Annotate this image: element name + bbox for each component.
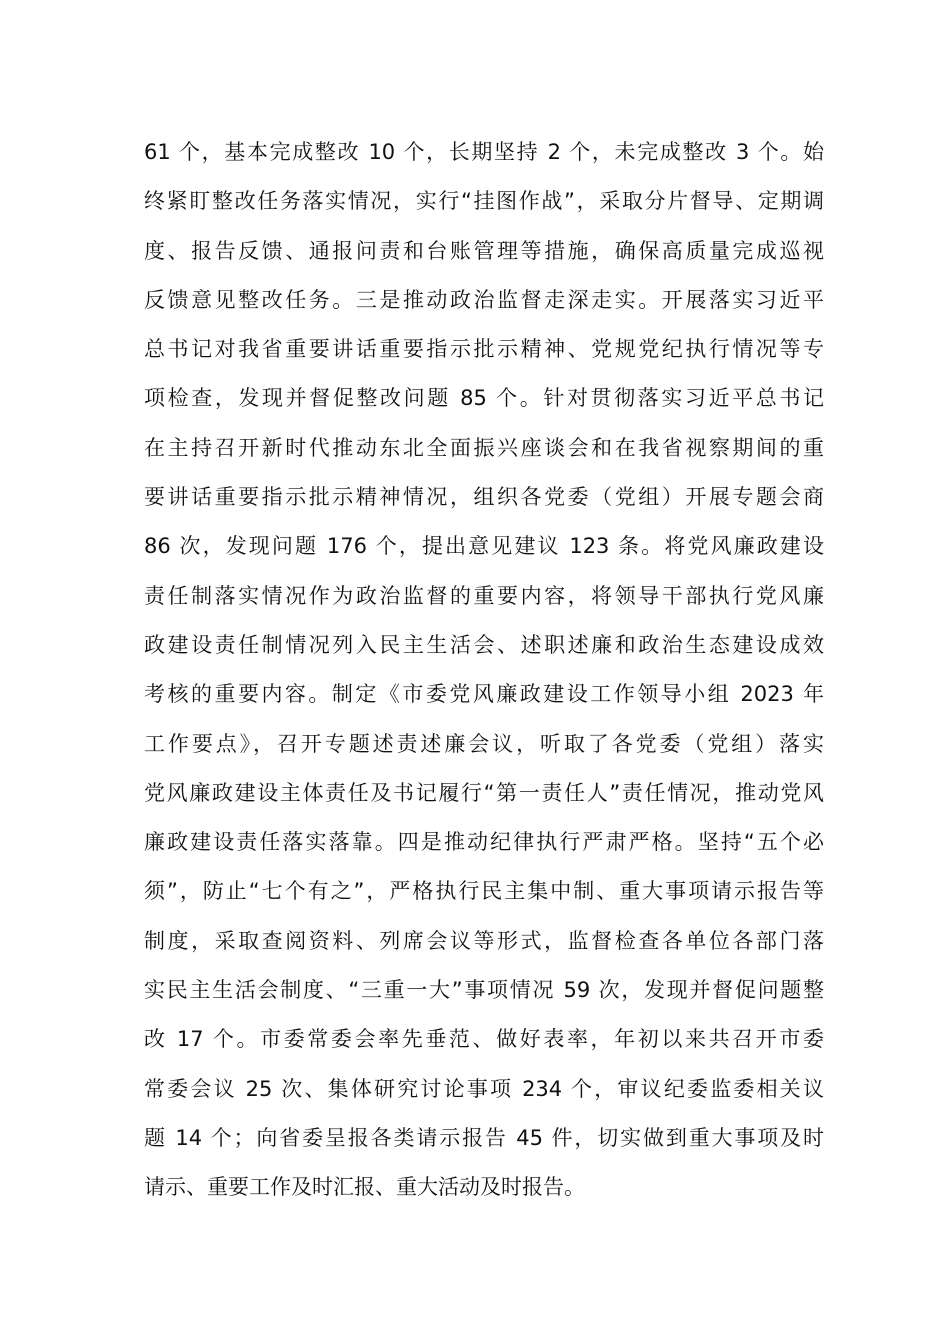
text-line-8: 要讲话重要指示批示精神情况，组织各党委（党组）开展专题会商 [144, 485, 824, 510]
text-line-5: 总书记对我省重要讲话重要指示批示精神、党规党纪执行情况等专 [144, 337, 824, 362]
text-line-18: 实民主生活会制度、“三重一大”事项情况 59 次，发现并督促问题整 [144, 978, 824, 1003]
text-line-21: 题 14 个；向省委呈报各类请示报告 45 件，切实做到重大事项及时 [144, 1125, 824, 1150]
text-line-22: 请示、重要工作及时汇报、重大活动及时报告。 [144, 1175, 585, 1200]
text-line-15: 廉政建设责任落实落靠。四是推动纪律执行严肃严格。坚持“五个必 [144, 830, 824, 855]
text-line-9: 86 次，发现问题 176 个，提出意见建议 123 条。将党风廉政建设 [144, 534, 824, 559]
text-line-17: 制度，采取查阅资料、列席会议等形式，监督检查各单位各部门落 [144, 928, 824, 953]
text-line-19: 改 17 个。市委常委会率先垂范、做好表率，年初以来共召开市委 [144, 1027, 824, 1052]
text-line-16: 须”，防止“七个有之”，严格执行民主集中制、重大事项请示报告等 [144, 879, 824, 904]
body-paragraph [144, 128, 824, 1213]
text-line-1: 61 个，基本完成整改 10 个，长期坚持 2 个，未完成整改 3 个。始 [144, 140, 824, 164]
text-line-11: 政建设责任制情况列入民主生活会、述职述廉和政治生态建设成效 [144, 632, 824, 657]
text-line-7: 在主持召开新时代推动东北全面振兴座谈会和在我省视察期间的重 [144, 435, 824, 460]
text-line-4: 反馈意见整改任务。三是推动政治监督走深走实。开展落实习近平 [144, 287, 824, 312]
text-line-6: 项检查，发现并督促整改问题 85 个。针对贯彻落实习近平总书记 [144, 386, 824, 411]
text-line-10: 责任制落实情况作为政治监督的重要内容，将领导干部执行党风廉 [144, 583, 824, 608]
text-line-20: 常委会议 25 次、集体研究讨论事项 234 个，审议纪委监委相关议 [144, 1076, 824, 1101]
text-line-13: 工作要点》，召开专题述责述廉会议，听取了各党委（党组）落实 [144, 731, 824, 756]
text-line-2: 终紧盯整改任务落实情况，实行“挂图作战”，采取分片督导、定期调 [144, 189, 824, 214]
text-line-12: 考核的重要内容。制定《市委党风廉政建设工作领导小组 2023 年 [144, 682, 824, 707]
text-line-3: 度、报告反馈、通报问责和台账管理等措施，确保高质量完成巡视 [144, 238, 824, 263]
text-line-14: 党风廉政建设主体责任及书记履行“第一责任人”责任情况，推动党风 [144, 780, 824, 805]
